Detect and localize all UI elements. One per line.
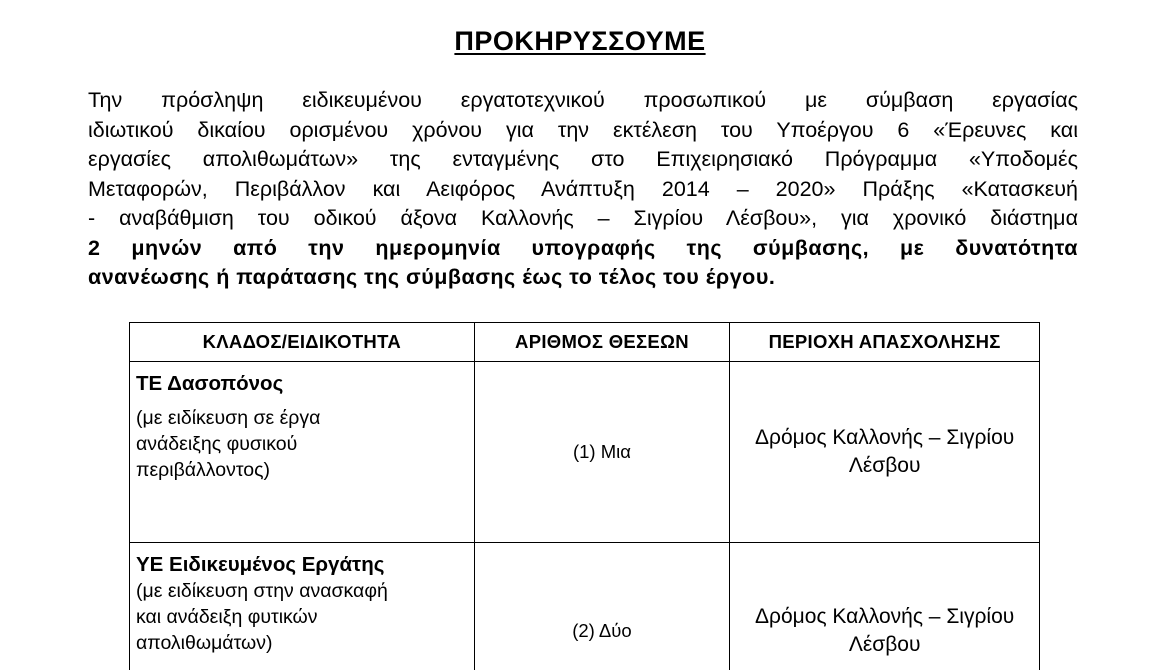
announcement-heading: ΠΡΟΚΗΡΥΣΣΟΥΜΕ	[454, 26, 706, 56]
positions-table	[129, 322, 1040, 670]
column-header-positions: ΑΡΙΘΜΟΣ ΘΕΣΕΩΝ	[474, 323, 730, 362]
table-header-row	[130, 323, 1040, 362]
specialty-cell	[130, 543, 475, 670]
area-line: Λέσβου	[848, 633, 921, 656]
specialty-title: ΤΕ Δασοπόνος	[136, 372, 284, 395]
area-line: Δρόμος Καλλονής – Σιγρίου	[755, 426, 1015, 449]
description-line: ανάδειξης φυσικού	[136, 433, 298, 455]
column-header-specialty: ΚΛΑΔΟΣ/ΕΙΔΙΚΟΤΗΤΑ	[130, 323, 475, 362]
intro-line: - αναβάθμιση του οδικού άξονα Καλλονής – Σιγρίου Λέσβου», για χρονικό διάστημα	[88, 206, 1078, 230]
specialty-cell	[130, 362, 475, 543]
specialty-title: ΥΕ Ειδικευμένος Εργάτης	[136, 553, 385, 576]
intro-line: Μεταφορών, Περιβάλλον και Αειφόρος Ανάπτυξη 2014 – 2020» Πράξης «Κατασκευή	[88, 176, 1078, 201]
description-line: (με ειδίκευση σε έργα	[136, 407, 321, 429]
description-line: και ανάδειξη φυτικών	[136, 606, 318, 628]
intro-line-emphasis: 2 μηνών από την ημερομηνία υπογραφής της σύμβασης, με δυνατότητα	[88, 235, 1078, 260]
intro-line-emphasis: ανανέωσης ή παράτασης της σύμβασης έως το τέλος του έργου.	[88, 265, 776, 289]
description-line: απολιθωμάτων)	[136, 632, 273, 654]
description-line: περιβάλλοντος)	[136, 459, 271, 481]
positions-count: (1) Μια	[474, 362, 730, 543]
specialty-description	[136, 578, 468, 656]
positions-count: (2) Δύο	[474, 543, 730, 670]
intro-line: ιδιωτικού δικαίου ορισμένου χρόνου για την εκτέλεση του Υποέργου 6 «Έρευνες και	[88, 117, 1078, 142]
area-line: Λέσβου	[848, 454, 921, 477]
specialty-description	[136, 405, 468, 483]
announcement-body	[88, 86, 1078, 293]
intro-line: εργασίες απολιθωμάτων» της ενταγμένης στο Επιχειρησιακό Πρόγραμμα «Υποδομές	[88, 147, 1078, 171]
table-row	[130, 543, 1040, 670]
description-line: (με ειδίκευση στην ανασκαφή	[136, 580, 388, 602]
intro-line: Την πρόσληψη ειδικευμένου εργατοτεχνικού προσωπικού με σύμβαση εργασίας	[88, 88, 1078, 112]
column-header-area: ΠΕΡΙΟΧΗ ΑΠΑΣΧΟΛΗΣΗΣ	[730, 323, 1040, 362]
table-row	[130, 362, 1040, 543]
area-line: Δρόμος Καλλονής – Σιγρίου	[755, 605, 1015, 628]
employment-area	[730, 543, 1040, 670]
employment-area	[730, 362, 1040, 543]
